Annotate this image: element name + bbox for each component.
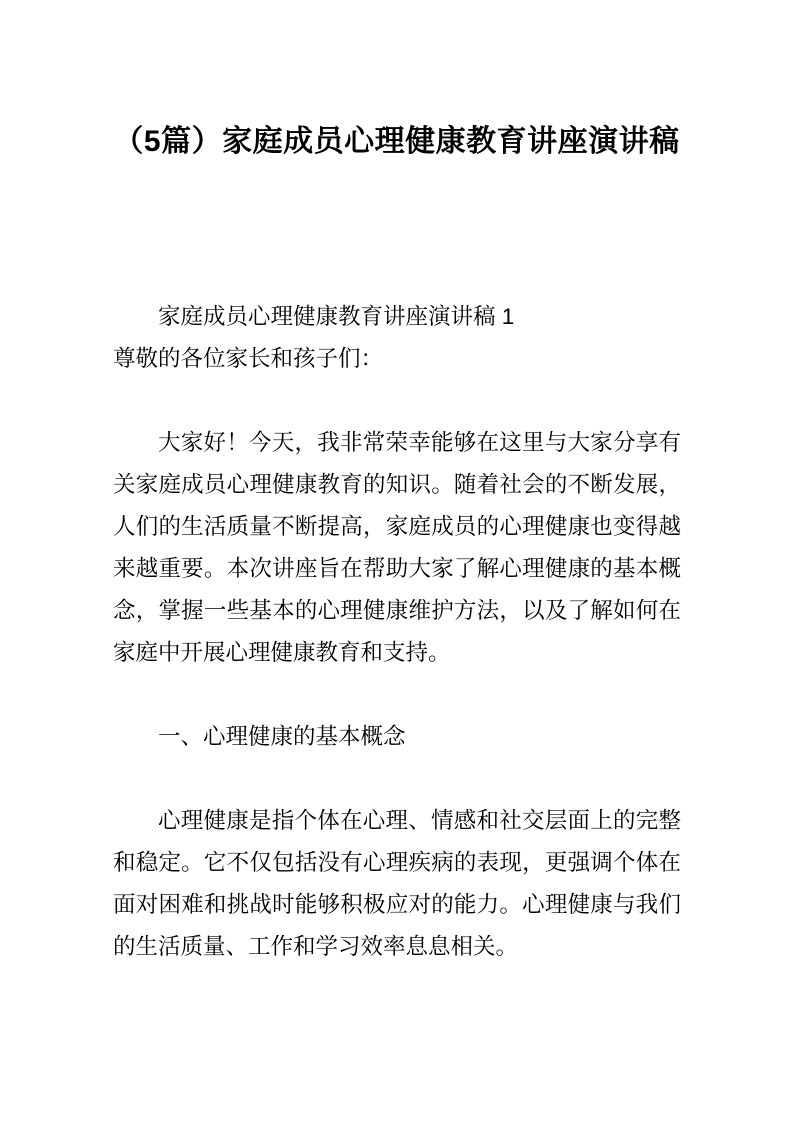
document-body xyxy=(113,296,681,968)
document-title: （5篇）家庭成员心理健康教育讲座演讲稿 xyxy=(113,125,680,158)
intro-paragraph: 大家好！今天，我非常荣幸能够在这里与大家分享有关家庭成员心理健康教育的知识。随着社会的不断发展，人们的生活质量不断提高，家庭成员的心理健康也变得越来越重要。本次讲座旨在帮助大家了解心理健康的基本概念，掌握一些基本的心理健康维护方法，以及了解如何在家庭中开展心理健康教育和支持。 xyxy=(113,430,681,665)
concept-paragraph: 心理健康是指个体在心理、情感和社交层面上的完整和稳定。它不仅包括没有心理疾病的表现，更强调个体在面对困难和挑战时能够积极应对的能力。心理健康与我们的生活质量、工作和学习效率息息相关。 xyxy=(113,808,681,959)
section-heading-1: 一、心理健康的基本概念 xyxy=(158,724,406,749)
doc-number-line: 家庭成员心理健康教育讲座演讲稿 1 xyxy=(158,304,515,329)
salutation-line: 尊敬的各位家长和孩子们： xyxy=(113,346,384,371)
